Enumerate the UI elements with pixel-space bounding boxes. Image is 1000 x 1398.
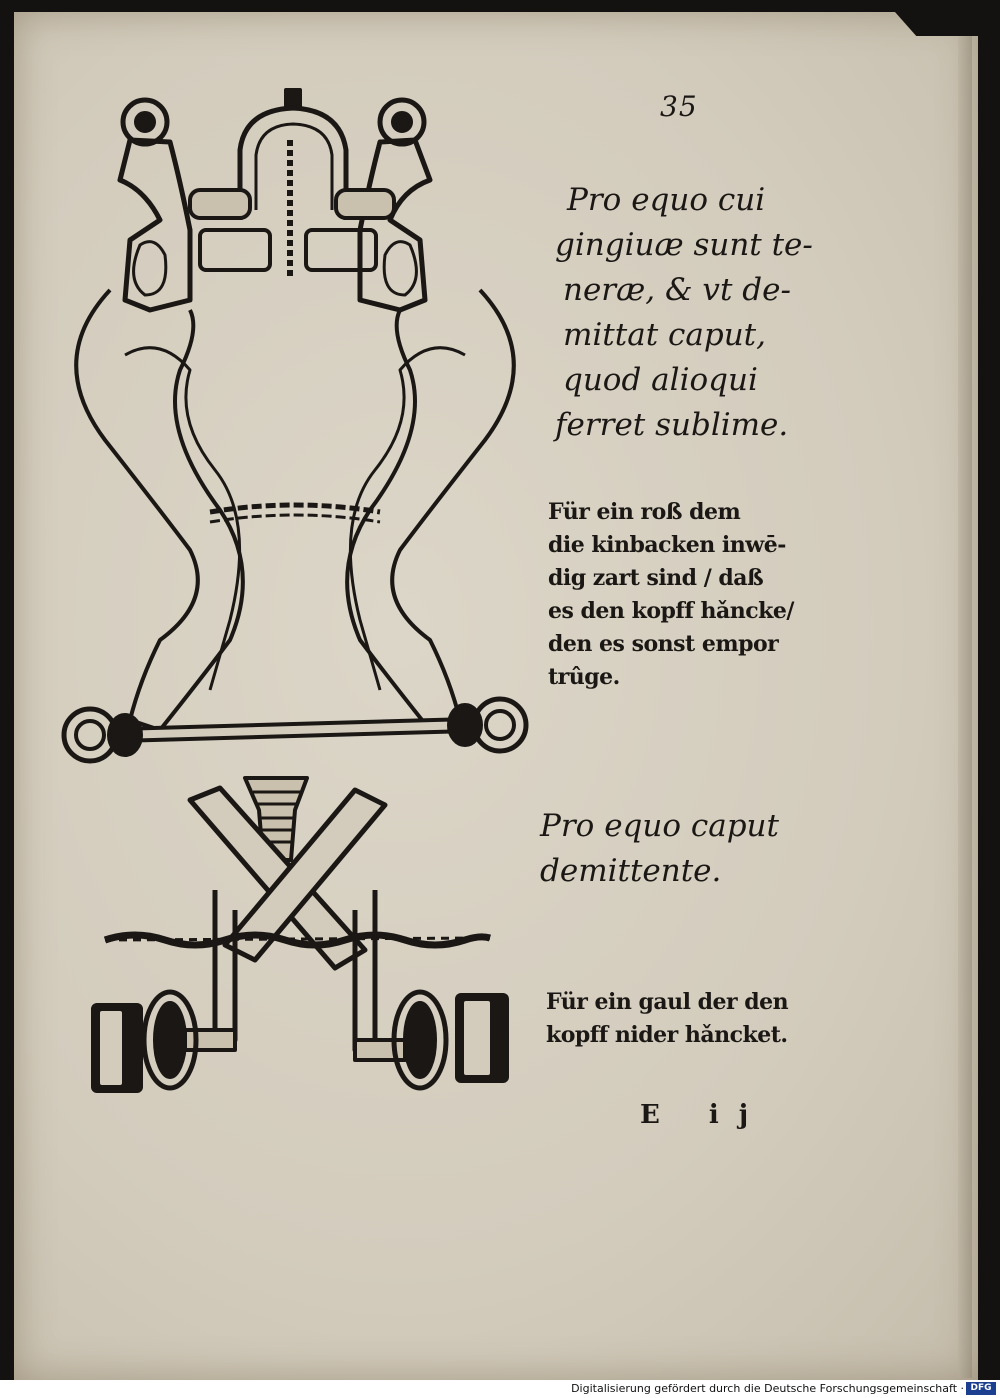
- caption-2-german: [546, 986, 788, 1052]
- caption-2-latin: [540, 804, 779, 894]
- text-line: den es sonst empor: [548, 631, 779, 657]
- text-line: ferret sublime.: [555, 407, 789, 443]
- signature-mark: E ij: [640, 1100, 769, 1130]
- text-line: kopff nider hǎncket.: [546, 1022, 788, 1048]
- dfg-logo: DFG: [966, 1382, 996, 1395]
- text-line: gingiuæ sunt te-: [555, 227, 813, 263]
- text-line: Für ein roß dem: [548, 499, 741, 525]
- text-line: Für ein gaul der den: [546, 989, 789, 1015]
- page-edge: [958, 16, 972, 1378]
- text-line: quod alioqui: [563, 362, 758, 398]
- page-number: 35: [660, 90, 698, 123]
- footer-text: Digitalisierung gefördert durch die Deutsche Forschungsgemeinschaft ·: [571, 1382, 964, 1395]
- horse-bit-icon: [50, 80, 540, 780]
- caption-1-latin: [555, 178, 813, 448]
- footer-bar: [0, 1380, 1000, 1398]
- text-line: Pro equo cui: [567, 182, 766, 218]
- text-line: mittat caput,: [563, 317, 766, 353]
- text-line: dig zart sind / daß: [548, 565, 764, 591]
- text-line: die kinbacken inwē-: [548, 532, 786, 558]
- text-line: es den kopff hǎncke/: [548, 598, 794, 624]
- text-line: demittente.: [540, 853, 722, 889]
- bit-mouthpiece-icon: [85, 770, 525, 1120]
- text-line: neræ, & vt de-: [563, 272, 791, 308]
- caption-1-german: [548, 496, 794, 694]
- text-line: Pro equo caput: [540, 808, 779, 844]
- text-line: trûge.: [548, 664, 620, 690]
